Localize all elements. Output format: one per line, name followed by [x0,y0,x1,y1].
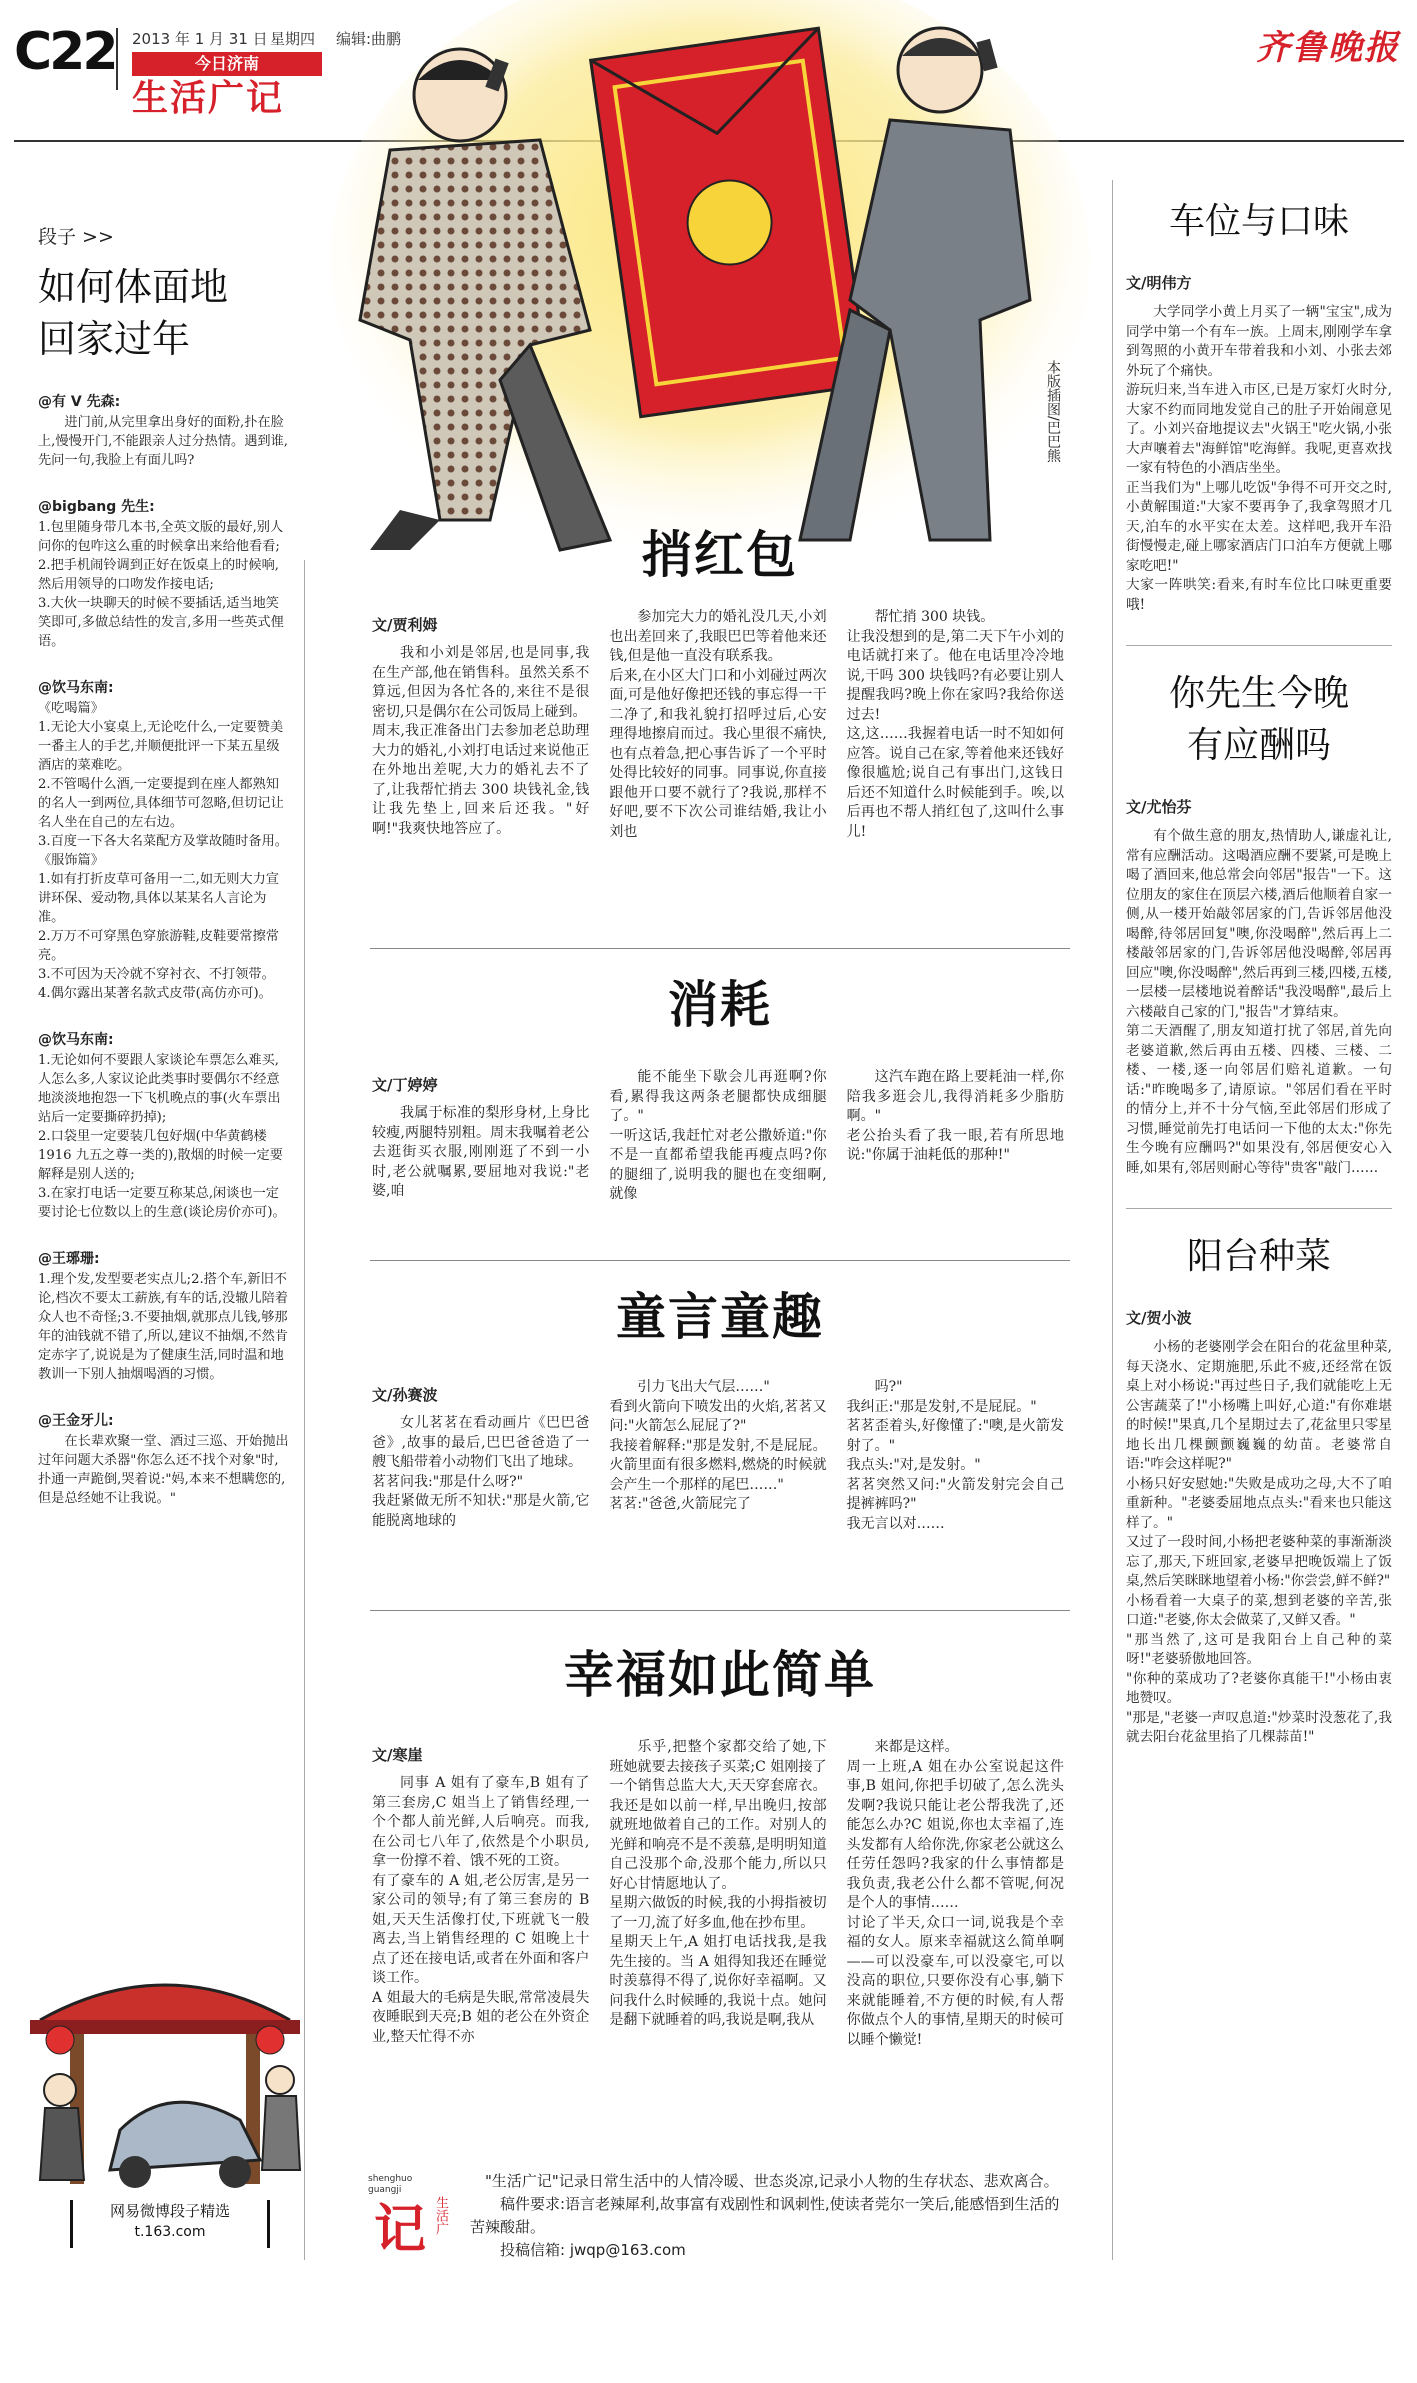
right-article-title: 阳台种菜 [1186,1236,1331,1277]
article-column: 我和小刘是邻居,也是同事,我在生产部,他在销售科。虽然关系不算远,但因为各忙各的,来往不是很密切,只是偶尔在公司饭局上碰到。 周末,我正准备出门去参加老总助理大力的婚礼,小刘打电话过来说他正在外地出差呢,大力的婚礼去不了了,让我帮忙捎去 300 块钱礼金,钱让我先垫上,回来后还我。"好啊!"我爽快地答应了。 [372,645,590,837]
article-column: 同事 A 姐有了豪车,B 姐有了第三套房,C 姐当上了销售经理,一个个都人前光鲜,人后响亮。而我,在公司七八年了,依然是个小职员,拿一份撑不着、饿不死的工资。 有了豪车的 A 姐,老公厉害,是另一家公司的领导;有了第三套房的 B 姐,天天生活像打仗,下班就飞一般离去,当上销售经理的 C 姐晚上十点了还在接电话,或者在外面和客户谈工作。 A 姐最大的毛病是失眠,常常凌晨失夜睡眠到天亮;B 姐的老公在外资企业,整天忙得不亦 [372,1775,590,2045]
post-handle: @饮马东南: [38,680,114,696]
right-article [1126,645,1392,1178]
post-handle: @bigbang 先生: [38,499,155,515]
right-article-title: 车位与口味 [1168,201,1349,242]
section-rule [370,1260,1070,1261]
illustration-credit: 本版插图/巴巴熊 [1045,360,1061,463]
left-post [38,1029,290,1222]
column-intro: "生活广记"记录日常生活中的人情冷暖、世态炎凉,记录小人物的生存状态、悲欢离合。 [485,2172,1059,2190]
article-body [372,1068,1064,1205]
article-title: 消耗 [668,975,772,1034]
post-text: 1.理个发,发型要老实点儿;2.搭个车,新旧不论,档次不要太工薪族,有车的话,没辙儿陪着众人也不奇怪;3.不要抽烟,就那点儿钱,够那年的油钱就不错了,所以,建议不抽烟,不然肯定赤字了,说说是为了健康生活,同时温和地教训一下别人抽烟喝酒的习惯。 [38,1272,288,1382]
left-post [38,1248,290,1384]
logo-small: 生活广 [433,2196,448,2235]
article-title: 捎红包 [642,525,798,584]
email-label: 投稿信箱: [500,2241,566,2259]
article-column: 女儿茗茗在看动画片《巴巴爸爸》,故事的最后,巴巴爸爸造了一艘飞船带着小动物们飞出了地球。 茗茗问我:"那是什么呀?" 我赶紧做无所不知状:"那是火箭,它能脱离地球的 [372,1415,590,1529]
right-article-byline: 文/明伟方 [1126,274,1192,292]
section-rule [370,1610,1070,1611]
article-column: 参加完大力的婚礼没几天,小刘也出差回来了,我眼巴巴等着他来还钱,但是他一直没有联系我。 后来,在小区大门口和小刘碰过两次面,可是他好像把还钱的事忘得一干二净了,和我礼貌打招呼过后,心安理得地擦肩而过。我心里很不痛快,也有点着急,把心事告诉了一个平时处得比较好的同事。同事说,你直接跟他开口要不就行了?我说,那样不好吧,要不下次公司谁结婚,我让小刘也 [609,609,827,840]
article-column: 我属于标准的梨形身材,上身比较瘦,两腿特别粗。周末我嘱着老公去逛街买衣服,刚刚逛了不到一小时,老公就嘱累,要屈地对我说:"老婆,咱 [372,1105,590,1199]
left-footer-box [70,2200,270,2248]
post-text: 1.包里随身带几本书,全英文版的最好,别人问你的包咋这么重的时候拿出来给他看看; 2.把手机闹铃调到正好在饭桌上的时候响,然后用领导的口吻发作接电话; 3.大伙一块聊天的时候不要插话,适当地笑笑即可,多做总结性的发言,多用一些英式俚语。 [38,520,284,649]
post-text: 《吃喝篇》 1.无论大小宴桌上,无论吃什么,一定要赞美一番主人的手艺,并顺便批评一下某五星级酒店的菜难吃。 2.不管喝什么酒,一定要提到在座人都熟知的名人一到两位,具体细节可忽略,但切记让名人坐在自己的左右边。 3.百度一下各大名菜配方及掌故随时备用。 《服饰篇》 1.如有打折皮草可备用一二,如无则大力宣讲环保、爱动物,具体以某某名人言论为准。 2.万万不可穿黑色穿旅游鞋,皮鞋要常擦常亮。 3.不可因为天冷就不穿衬衣、不打领带。 4.偶尔露出某著名款式皮带(高仿亦可)。 [38,701,288,1001]
paper-logo: 齐鲁晚报 [1256,28,1400,68]
article-body [372,1738,1064,2050]
post-handle: @王琊珊: [38,1251,100,1267]
post-text: 进门前,从完里拿出身好的面粉,扑在脸上,慢慢开门,不能跟亲人过分热情。遇到谁,先问一句,我脸上有面儿吗? [38,415,288,468]
column-requirements: 稿件要求:语言老辣犀利,故事富有戏剧性和讽刺性,使读者莞尔一笑后,能感悟到生活的苦辣酸甜。 [470,2195,1060,2236]
right-article [1126,196,1392,615]
logo-pinyin: shenghuo guangji [368,2174,413,2195]
article-byline: 文/丁婷婷 [372,1076,438,1094]
left-post [38,391,290,470]
right-article-text: 大学同学小黄上月买了一辆"宝宝",成为同学中第一个有车一族。上周末,刚刚学车拿到驾照的小黄开车带着我和小刘、小张去郊外玩了个痛快。 游玩归来,当车进入市区,已是万家灯火时分,大家不约而同地发觉自己的肚子开始闹意见了。小刘兴奋地提议去"火锅王"吃火锅,小张大声嚷着去"海鲜馆"吃海鲜。我呢,更喜欢找一家有特色的小酒店坐坐。 正当我们为"上哪儿吃饭"争得不可开交之时,小黄解围道:"大家不要再争了,我拿驾照才几天,泊车的水平实在太差。这样吧,我开车沿街慢慢走,碰上哪家酒店门口泊车方便就上哪家吃吧!" 大家一阵哄笑:看来,有时车位比口味更重要哦! [1126,304,1392,613]
header-date: 2013 年 1 月 31 日 [132,30,268,48]
section-rule [370,948,1070,949]
article-body [372,1378,1064,1534]
right-article-text: 小杨的老婆刚学会在阳台的花盆里种菜,每天浇水、定期施肥,乐此不疲,还经常在饭桌上对小杨说:"再过些日子,我们就能吃上无公害蔬菜了!"小杨嘴上叫好,心道:"有你难堪的时候!"果真,几个星期过去了,花盆里只零星地长出几棵颤颤巍巍的幼苗。老婆常自语:"咋会这样呢?" 小杨只好安慰她:"失败是成功之母,大不了咱重新种。"老婆委屈地点点头:"看来也只能这样了。" 又过了一段时间,小杨把老婆种菜的事渐渐淡忘了,那天,下班回家,老婆早把晚饭端上了饭桌,然后笑眯眯地望着小杨:"你尝尝,鲜不鲜?" 小杨看着一大桌子的菜,想到老婆的辛苦,张口道:"老婆,你太会做菜了,又鲜又香。" "那当然了,这可是我阳台上自己种的菜呀!"老婆骄傲地回答。 "你种的菜成功了?老婆你真能干!"小杨由衷地赞叹。 "那是,"老婆一声叹息道:"炒菜时没葱花了,我就去阳台花盆里掐了几棵蒜苗!" [1126,1339,1392,1745]
article-column: 能不能坐下歇会儿再逛啊?你看,累得我这两条老腿都快成细腿了。" 一听这话,我赶忙对老公撒娇道:"你不是一直都希望我能再瘦点吗?你的腿细了,说明我的腿也在变细啊,就像 [609,1069,827,1202]
section-name: 生活广记 [132,78,285,119]
column-logo [368,2174,458,2274]
article-column: 这汽车跑在路上要耗油一样,你陪我多逛会儿,我得消耗多少脂肪啊。" 老公抬头看了我一眼,若有所思地说:"你属于油耗低的那种!" [846,1069,1064,1163]
article-column: 帮忙捎 300 块钱。 让我没想到的是,第二天下午小刘的电话就打来了。他在电话里冷冷地说,干吗 300 块钱吗?有必要让别人提醒我吗?晚上你在家吗?我给你送过去! 这,这……我握着电话一时不知如何应答。说自己在家,等着他来还钱好像很尴尬;说自己有事出门,这钱日后还不知道什么时候能到手。唉,以后再也不帮人捎红包了,这叫什么事儿! [846,609,1064,840]
top-illustration [290,0,1110,560]
right-article-byline: 文/贺小波 [1126,1309,1192,1327]
column-email-row [470,2239,1070,2262]
article-byline: 文/寒崖 [372,1746,423,1764]
article-column: 引力飞出大气层……" 看到火箭向下喷发出的火焰,茗茗又问:"火箭怎么屁屁了?" 我接着解释:"那是发射,不是屁屁。火箭里面有很多燃料,燃烧的时候就会产生一个那样的尾巴……" 茗茗:"爸爸,火箭屁完了 [609,1379,827,1512]
article-body [372,608,1064,842]
left-post [38,496,290,651]
article-column: 来都是这样。 周一上班,A 姐在办公室说起这件事,B 姐问,你把手切破了,怎么洗头发啊?我说只能让老公帮我洗了,还能怎么办?C 姐说,你也太幸福了,连头发都有人给你洗,你家老公就这么任劳任怨吗?我家的什么事情都是我负责,我老公什么都不管呢,何况是个人的事情…… 讨论了半天,众口一词,说我是个幸福的女人。原来幸福就这么简单啊——可以没豪车,可以没豪宅,可以没高的职位,只要你没有心事,躺下来就能睡着,不方便的时候,有人帮你做点个人的事情,星期天的时候可以睡个懒觉! [846,1739,1064,2048]
post-text: 在长辈欢聚一堂、酒过三巡、开始抛出过年问题大杀器"你怎么还不找个对象"时,扑通一声跪倒,哭着说:"妈,本来不想瞒您的,但是总经她不让我说。" [38,1434,289,1506]
header-divider [116,28,118,90]
post-handle: @饮马东南: [38,1032,114,1048]
left-column [38,222,290,1508]
right-col-divider [1112,180,1113,2260]
right-article-title: 你先生今晚 [1168,673,1349,714]
logo-char: 记 [374,2199,427,2260]
column-intro-box [368,2166,1080,2286]
post-handle: @王金牙儿: [38,1413,114,1429]
section-tag: 今日济南 [132,52,322,76]
post-handle: @有 V 先森: [38,394,121,410]
left-title-line2: 回家过年 [38,317,191,361]
article-column: 乐乎,把整个家都交给了她,下班她就要去接孩子买菜;C 姐刚接了一个销售总监大大,天天穿套席衣。我还是如以前一样,早出晚归,按部就班地做着自己的工作。对别人的光鲜和响亮不是不羡慕,是明明知道自己没那个命,没那个能力,所以只好心甘情愿地认了。 星期六做饭的时候,我的小拇指被切了一刀,流了好多血,他在抄布里。 星期天上午,A 姐打电话找我,是我先生接的。当 A 姐得知我还在睡觉时羡慕得不得了,说你好幸福啊。又问我什么时候睡的,我说十点。她问是翻下就睡着的吗,我说是啊,我从 [609,1739,827,2028]
header-weekday: 星期四 [270,30,316,48]
left-kicker: 段子 >> [38,226,114,248]
right-article-title: 有应酬吗 [1186,725,1331,766]
right-column [1126,196,1392,1748]
left-post [38,677,290,1003]
footer-source: 网易微博段子精选 [109,2202,230,2220]
right-article [1126,1208,1392,1748]
article-byline: 文/贾利姆 [372,616,438,634]
article-byline: 文/孙赛波 [372,1386,438,1404]
article-title: 童言童趣 [616,1287,824,1346]
email-address[interactable]: jwqp@163.com [569,2241,686,2259]
right-article-byline: 文/尤怡芬 [1126,798,1192,816]
right-article-text: 有个做生意的朋友,热情助人,谦虚礼让,常有应酬活动。这喝酒应酬不要紧,可是晚上喝了酒回来,他总常会向邻居"报告"一下。这位朋友的家住在顶层六楼,酒后他顺着自家一侧,从一楼开始敲邻居家的门,告诉邻居他没喝醉,待邻居回复"噢,你没喝醉",然后再上二楼敲邻居家的门,告诉邻居他没喝醉,邻居再回应"噢,你没喝醉",然后再到三楼,四楼,五楼,一层楼一层楼地说着醉话"我没喝醉",最后上六楼敲自己家的门,"报告"才算结束。 第二天酒醒了,朋友知道打扰了邻居,首先向老婆道歉,然后再由五楼、四楼、三楼、二楼、一楼,逐一向邻居们赔礼道歉。一句话:"昨晚喝多了,请原谅。"邻居们看在平时的情分上,并不十分气恼,至此邻居们形成了习惯,睡觉前先打电话问一下他的太太:"你先生今晚有应酬吗?"如果没有,邻居便安心入睡,如果有,邻居则耐心等待"贵客"敲门…… [1126,828,1392,1176]
footer-url: t.163.com [134,2224,206,2240]
left-post [38,1410,290,1508]
column-text [470,2170,1070,2262]
left-title-line1: 如何体面地 [38,265,229,309]
left-bottom-illustration [20,1960,310,2210]
post-text: 1.无论如何不要跟人家谈论车票怎么难买,人怎么多,人家议论此类事时要偶尔不经意地淡淡地抱怨一下飞机晚点的事(火车票出站后一定要撕碎扔掉); 2.口袋里一定要装几包好烟(中华黄鹤楼 1916 九五之尊一类的),散烟的时候一定要解释是别人送的; 3.在家打电话一定要互称某总,闲谈也一定要讨论七位数以上的生意(谈论房价亦可)。 [38,1053,286,1220]
page-number: C22 [14,22,116,82]
article-title: 幸福如此简单 [564,1645,876,1704]
article-column: 吗?" 我纠正:"那是发射,不是屁屁。" 茗茗歪着头,好像懂了:"噢,是火箭发射了。" 我点头:"对,是发射。" 茗茗突然又问:"火箭发射完会自己提裤裤吗?" 我无言以对…… [846,1379,1064,1532]
header-editor: 编辑:曲鹏 [336,30,402,48]
